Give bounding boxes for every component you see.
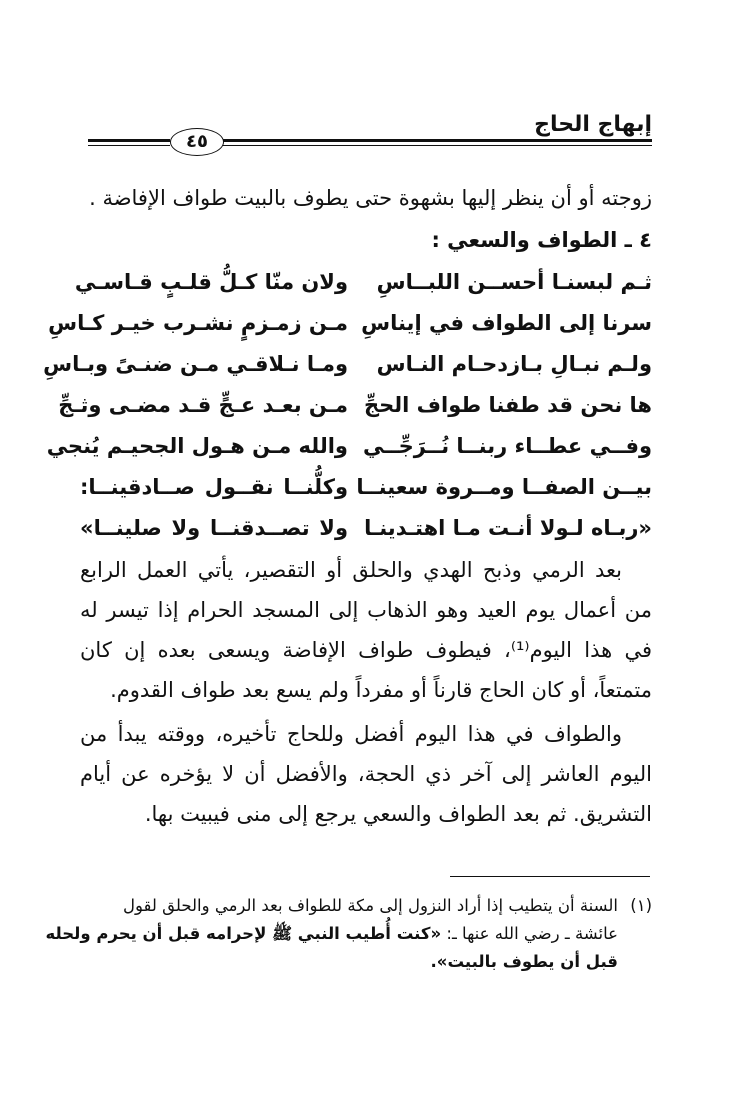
footnote-hadith: «كنت أُطيب النبي ﷺ لإحرامه قبل أن يحرم ولحله [45, 924, 442, 943]
verse-second-hemistich: وكلُّنــا نقــول صــادقينــا: [80, 475, 348, 499]
paragraph1-line: في هذا اليوم⁽¹⁾، فيطوف طواف الإفاضة ويسعى بعده إن كان [80, 638, 652, 662]
verse-second-hemistich: ولان منّا كـلُّ قلـبٍ قـاسـي [74, 270, 348, 294]
paragraph2-line: التشريق. ثم بعد الطواف والسعي يرجع إلى منى فيبيت بها. [144, 802, 652, 826]
verse-row [74, 270, 652, 304]
footnote-separator [450, 876, 650, 877]
footnote-line [80, 952, 652, 971]
verse-second-hemistich: ومـا نـلاقـي مـن ضنـىً وبـاسِ [43, 352, 348, 376]
paragraph2-line: والطواف في هذا اليوم أفضل وللحاج تأخيره، ووقته يبدأ من [80, 722, 622, 746]
footnote-marker: (١) [630, 896, 652, 915]
header-rule-left [88, 139, 170, 142]
verse-first-hemistich: سرنا إلى الطواف في إيناسِ [361, 311, 652, 335]
verse-first-hemistich: بيــن الصفــا ومــروة سعينــا [356, 475, 652, 499]
footnote-text: السنة أن يتطيب إذا أراد النزول إلى مكة للطواف بعد الرمي والحلق لقول [123, 896, 618, 915]
header-rule-right [222, 139, 652, 142]
verse-second-hemistich: والله مـن هـول الجحيـم يُنجي [46, 434, 348, 458]
section-heading: ٤ ـ الطواف والسعي : [431, 228, 652, 252]
intro-line: زوجته أو أن ينظر إليها بشهوة حتى يطوف بالبيت طواف الإفاضة . [89, 186, 652, 210]
verse-second-hemistich: مـن بعـد عـجٍّ قـد مضـى وثـجِّ [58, 393, 348, 417]
verse-first-hemistich: ولـم نبـالِ بـازدحـام النـاس [376, 352, 652, 376]
footnote-line [80, 896, 652, 915]
running-title: إبهاج الحاج [534, 112, 652, 137]
verse-second-hemistich: مـن زمـزمٍ نشـرب خيـر كـاسِ [48, 311, 348, 335]
paragraph1-line: بعد الرمي وذبح الهدي والحلق أو التقصير، يأتي العمل الرابع [80, 558, 622, 582]
verse-row [80, 475, 652, 509]
footnote-line [45, 924, 652, 948]
verse-row [58, 393, 652, 427]
verse-row [43, 352, 652, 386]
verse-first-hemistich: «ربـاه لـولا أنـت مـا اهتـدينـا [364, 516, 652, 540]
verse-second-hemistich: ولا تصــدقنــا ولا صلينــا» [80, 516, 348, 540]
footnote-hadith: قبل أن يطوف بالبيت». [430, 952, 618, 971]
verse-row [80, 516, 652, 550]
verse-first-hemistich: وفــي عطــاء ربنــا نُــرَجِّــي [363, 434, 652, 458]
header-rule-left-thin [88, 145, 170, 146]
page-number: ٤٥ [170, 128, 224, 156]
paragraph1-line: من أعمال يوم العيد وهو الذهاب إلى المسجد الحرام إذا تيسر له [80, 598, 652, 622]
footnote-text: عائشة ـ رضي الله عنها ـ: [441, 924, 618, 943]
verse-first-hemistich: ها نحن قد طفنا طواف الحجِّ [363, 393, 652, 417]
verse-row [48, 311, 652, 345]
header-rule-right-thin [222, 145, 652, 146]
paragraph2-line: اليوم العاشر إلى آخر ذي الحجة، والأفضل أن لا يؤخره عن أيام [80, 762, 652, 786]
paragraph1-line: متمتعاً، أو كان الحاج قارناً أو مفرداً ولم يسع بعد طواف القدوم. [110, 678, 652, 702]
verse-row [46, 434, 652, 468]
verse-first-hemistich: ثـم لبسنـا أحســن اللبــاسِ [376, 270, 652, 294]
